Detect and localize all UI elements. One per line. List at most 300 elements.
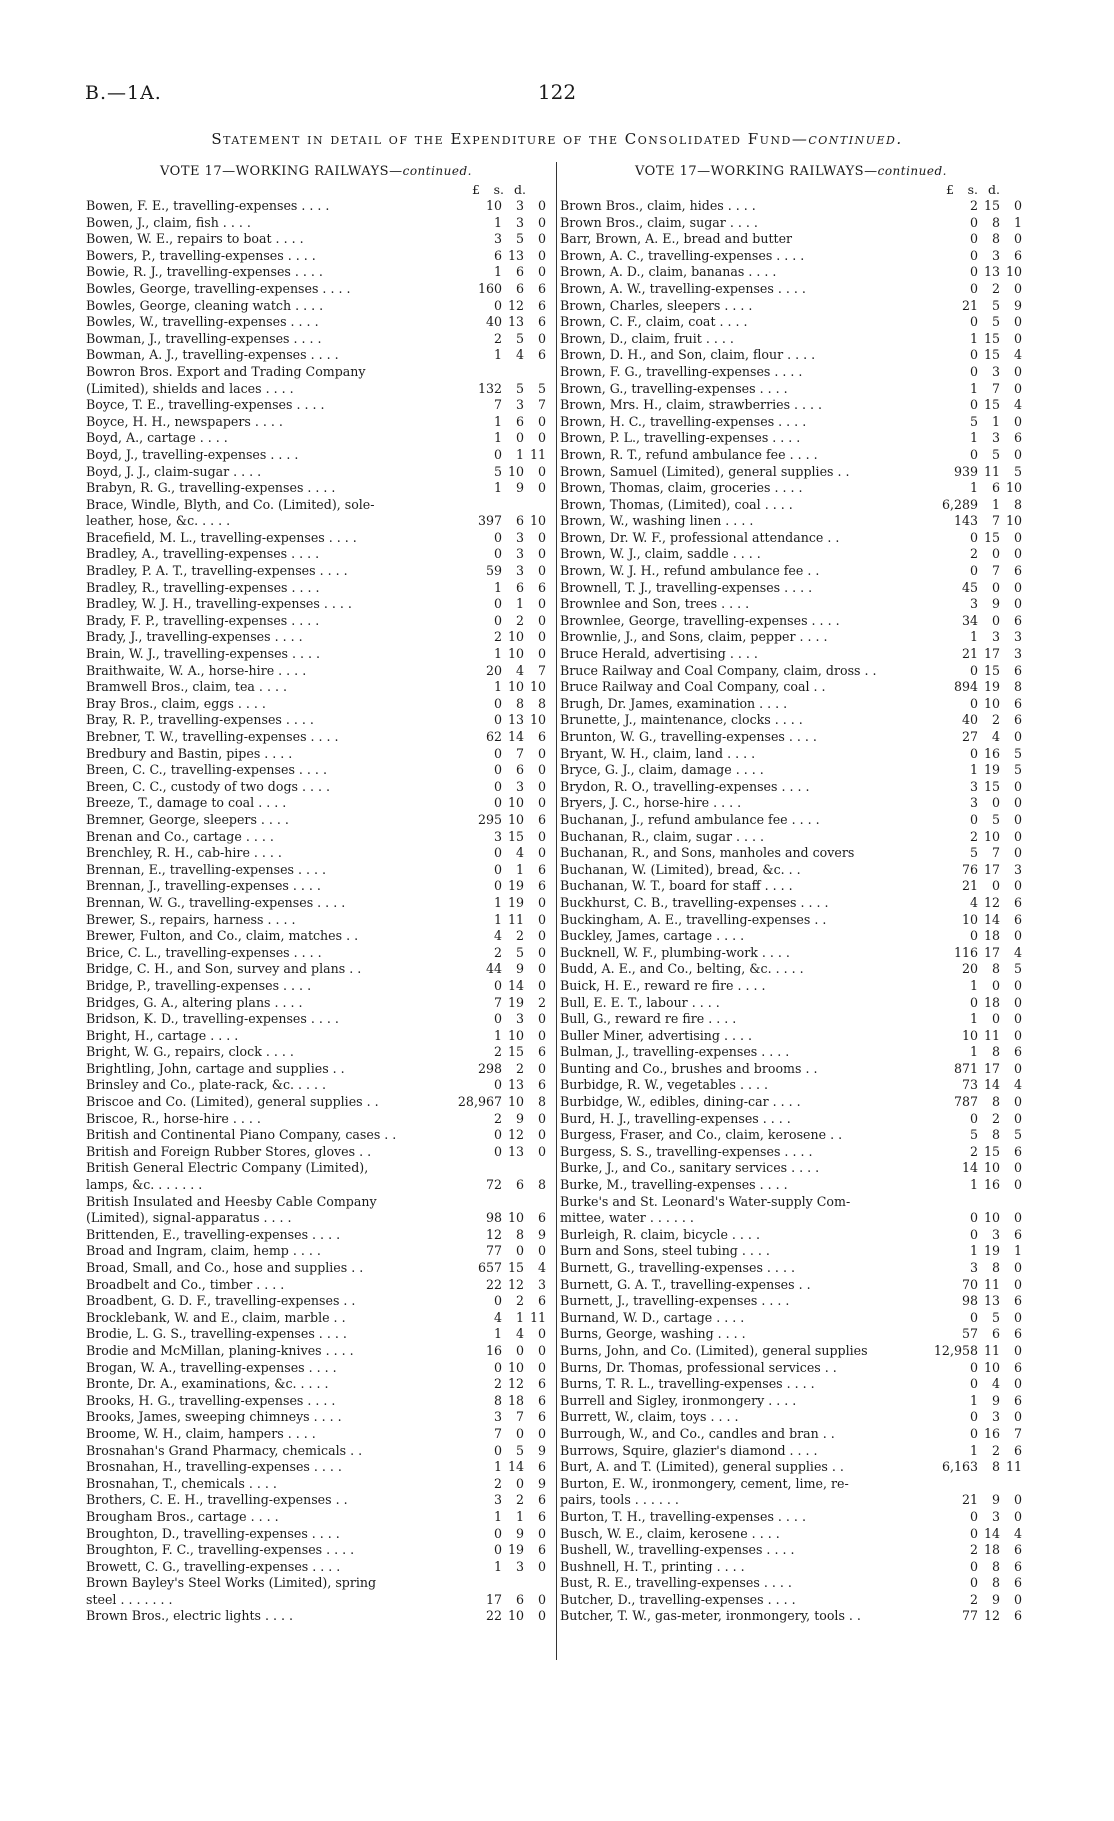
entry-pounds: 2 (493, 944, 502, 960)
entry-shillings: 12 (507, 297, 524, 313)
entry-pence: 0 (537, 1591, 546, 1607)
entry-pounds: 14 (961, 1160, 978, 1176)
entry-pounds: 3 (969, 1260, 978, 1275)
entry-description: Bryers, J. C., horse-hire . . . . (560, 795, 742, 811)
ledger-entry (86, 1376, 546, 1393)
entry-description: Brice, C. L., travelling-expenses . . . . (86, 944, 322, 960)
entry-description: Boyd, J. J., claim-sugar . . . . (86, 463, 262, 479)
ledger-entry (86, 546, 546, 563)
entry-pounds: 787 (953, 1094, 978, 1110)
entry-description: Brebner, T. W., travelling-expenses . . . . (86, 729, 339, 744)
ledger-entry (560, 298, 1022, 315)
ledger-entry (560, 945, 1022, 962)
entry-shillings: 0 (991, 795, 1000, 811)
ledger-entry (560, 1459, 1022, 1476)
entry-pence: 0 (1013, 1409, 1022, 1425)
entry-pounds: 0 (969, 811, 978, 827)
entry-pounds: 6 (493, 247, 502, 263)
entry-shillings: 8 (991, 1558, 1000, 1574)
entry-description: Brown Bayley's Steel Works (Limited), spring (86, 1575, 377, 1591)
entry-pounds: 1 (969, 1177, 978, 1193)
entry-pence: 0 (537, 911, 546, 927)
entry-pence: 0 (1013, 579, 1022, 595)
entry-pounds: 3 (969, 795, 978, 811)
entry-pence: 0 (537, 214, 546, 230)
entry-description: Brugh, Dr. James, examination . . . . (560, 695, 788, 711)
entry-pounds: 73 (961, 1077, 978, 1093)
ledger-entry (560, 712, 1022, 729)
entry-shillings: 5 (991, 446, 1000, 462)
entry-shillings: 5 (515, 380, 524, 396)
ledger-entry (86, 1343, 546, 1360)
shillings-label: s. (493, 182, 504, 197)
ledger-entry (86, 945, 546, 962)
entry-pence: 10 (1005, 480, 1022, 496)
entry-shillings: 19 (983, 1243, 1000, 1259)
entry-pounds: 1 (969, 380, 978, 396)
entry-pence: 0 (1013, 878, 1022, 894)
entry-pence: 11 (529, 446, 546, 462)
title-continued: continued. (808, 130, 903, 148)
entry-pence: 0 (537, 413, 546, 429)
entry-shillings: 5 (515, 330, 524, 346)
entry-shillings: 11 (983, 463, 1000, 479)
entry-list-right (560, 198, 1022, 1625)
entry-pounds: 2 (969, 1143, 978, 1159)
entry-pence: 0 (1013, 1591, 1022, 1607)
entry-pounds: 0 (969, 1575, 978, 1591)
entry-description: Burke, M., travelling-expenses . . . . (560, 1177, 788, 1193)
entry-description: Brown, A. W., travelling-expenses . . . . (560, 280, 806, 296)
entry-shillings: 15 (507, 828, 524, 844)
entry-pence: 11 (1005, 1459, 1022, 1475)
entry-shillings: 0 (515, 1342, 524, 1358)
entry-pence: 0 (537, 563, 546, 579)
entry-shillings: 18 (983, 994, 1000, 1010)
entry-description: mittee, water . . . . . . (560, 1210, 694, 1226)
entry-pence: 0 (537, 1326, 546, 1342)
entry-pence: 0 (537, 596, 546, 612)
entry-pence: 6 (537, 1392, 546, 1408)
entry-shillings: 5 (515, 231, 524, 247)
entry-pounds: 0 (969, 1110, 978, 1126)
entry-pence: 0 (537, 430, 546, 446)
entry-description: Broadbent, G. D. F., travelling-expenses . . (86, 1293, 356, 1309)
entry-pence: 1 (1013, 1243, 1022, 1259)
ledger-entry (560, 1393, 1022, 1410)
entry-pounds: 21 (961, 297, 978, 313)
entry-pence: 0 (1013, 795, 1022, 811)
entry-pounds: 2 (493, 629, 502, 645)
ledger-entry (560, 663, 1022, 680)
entry-description: Bridson, K. D., travelling-expenses . . . . (86, 1011, 339, 1027)
entry-pence: 6 (537, 1376, 546, 1392)
entry-description: Brothers, C. E. H., travelling-expenses . . (86, 1492, 348, 1508)
ledger-entry (560, 928, 1022, 945)
entry-pence: 0 (537, 629, 546, 645)
entry-pence: 0 (1013, 845, 1022, 861)
ledger-entry (560, 779, 1022, 796)
entry-pence: 0 (1013, 1492, 1022, 1508)
entry-pounds: 72 (485, 1177, 502, 1193)
entry-pence: 0 (1013, 1110, 1022, 1126)
entry-pounds: 1 (493, 413, 502, 429)
entry-pence: 0 (537, 546, 546, 562)
entry-pounds: 0 (969, 1376, 978, 1392)
ledger-entry (86, 1277, 546, 1294)
entry-pence: 2 (537, 994, 546, 1010)
entry-pence: 10 (1005, 264, 1022, 280)
entry-pence: 6 (1013, 911, 1022, 927)
entry-shillings: 17 (983, 1060, 1000, 1076)
right-column (560, 162, 1022, 1625)
entry-pence: 10 (529, 712, 546, 728)
entry-pence: 7 (1013, 1425, 1022, 1441)
entry-pence: 0 (1013, 1027, 1022, 1043)
entry-pounds: 657 (477, 1260, 502, 1275)
entry-pence: 0 (1013, 546, 1022, 562)
entry-pounds: 0 (969, 928, 978, 944)
entry-shillings: 13 (507, 1143, 524, 1159)
entry-pence: 10 (1005, 513, 1022, 529)
entry-description: Bramwell Bros., claim, tea . . . . (86, 679, 287, 695)
entry-shillings: 3 (515, 397, 524, 413)
entry-description: Bruce Railway and Coal Company, coal . . (560, 679, 826, 695)
ledger-entry (560, 729, 1022, 746)
entry-pence: 0 (537, 264, 546, 280)
entry-pounds: 2 (969, 1542, 978, 1558)
entry-pounds: 12,958 (933, 1342, 978, 1358)
ledger-entry (560, 912, 1022, 929)
entry-pounds: 397 (477, 513, 502, 529)
entry-pounds: 1 (493, 1027, 502, 1043)
entry-shillings: 10 (507, 1359, 524, 1375)
entry-shillings: 8 (991, 1044, 1000, 1060)
ledger-entry (86, 1011, 546, 1028)
ledger-entry (560, 1509, 1022, 1526)
ledger-entry (86, 1160, 546, 1177)
entry-shillings: 7 (991, 563, 1000, 579)
entry-pounds: 132 (477, 380, 502, 396)
entry-shillings: 14 (507, 729, 524, 744)
entry-description: Boyd, A., cartage . . . . (86, 430, 228, 446)
entry-description: Bowen, F. E., travelling-expenses . . . . (86, 198, 330, 213)
ledger-entry (86, 1227, 546, 1244)
entry-shillings: 5 (515, 1442, 524, 1458)
entry-pence: 6 (537, 1508, 546, 1524)
entry-shillings: 6 (515, 280, 524, 296)
entry-pence: 0 (537, 1143, 546, 1159)
entry-description: Bryant, W. H., claim, land . . . . (560, 745, 756, 761)
entry-pence: 6 (1013, 1558, 1022, 1574)
entry-description: Breeze, T., damage to coal . . . . (86, 795, 287, 811)
entry-description: Bowen, W. E., repairs to boat . . . . (86, 231, 304, 247)
entry-description: Bradley, R., travelling-expenses . . . . (86, 579, 320, 595)
ledger-entry (86, 1492, 546, 1509)
entry-description: Braithwaite, W. A., horse-hire . . . . (86, 662, 307, 678)
entry-pence: 0 (537, 894, 546, 910)
entry-shillings: 10 (507, 811, 524, 827)
entry-pence: 3 (1013, 629, 1022, 645)
ledger-entry (560, 1426, 1022, 1443)
ledger-entry (86, 248, 546, 265)
ledger-entry (86, 795, 546, 812)
entry-description: Brunton, W. G., travelling-expenses . . . . (560, 729, 817, 744)
entry-description: Burbidge, R. W., vegetables . . . . (560, 1077, 768, 1093)
entry-pounds: 0 (493, 1293, 502, 1309)
entry-pence: 6 (537, 1459, 546, 1475)
entry-pounds: 5 (969, 845, 978, 861)
entry-pence: 3 (1013, 646, 1022, 662)
entry-pence: 0 (537, 480, 546, 496)
entry-pounds: 1 (969, 1392, 978, 1408)
entry-pounds: 2 (969, 1591, 978, 1607)
entry-pence: 5 (1013, 961, 1022, 977)
entry-shillings: 4 (991, 729, 1000, 744)
entry-pounds: 7 (493, 397, 502, 413)
entry-pounds: 4 (969, 894, 978, 910)
entry-pence: 0 (537, 231, 546, 247)
entry-pence: 0 (537, 1425, 546, 1441)
ledger-entry (86, 497, 546, 514)
entry-shillings: 2 (515, 612, 524, 628)
entry-description: Brown, P. L., travelling-expenses . . . . (560, 430, 801, 446)
ledger-entry (86, 629, 546, 646)
entry-description: Brown, Mrs. H., claim, strawberries . . . . (560, 397, 823, 413)
entry-pounds: 0 (969, 363, 978, 379)
entry-description: Briscoe, R., horse-hire . . . . (86, 1110, 261, 1126)
entry-pounds: 160 (477, 280, 502, 296)
entry-pounds: 62 (485, 729, 502, 744)
entry-shillings: 3 (515, 563, 524, 579)
entry-pence: 6 (1013, 1392, 1022, 1408)
entry-shillings: 16 (983, 745, 1000, 761)
entry-pounds: 1 (969, 1243, 978, 1259)
entry-shillings: 2 (515, 1060, 524, 1076)
entry-pounds: 0 (969, 529, 978, 545)
ledger-entry (86, 563, 546, 580)
entry-shillings: 3 (515, 529, 524, 545)
ledger-entry (560, 281, 1022, 298)
entry-pounds: 1 (493, 430, 502, 446)
entry-description: Broughton, F. C., travelling-expenses . . . . (86, 1542, 355, 1558)
ledger-entry (560, 1127, 1022, 1144)
entry-pounds: 21 (961, 646, 978, 662)
entry-description: Bowron Bros. Export and Trading Company (86, 363, 366, 379)
entry-pence: 0 (537, 977, 546, 993)
entry-pounds: 0 (969, 563, 978, 579)
entry-pounds: 7 (493, 1425, 502, 1441)
entry-pounds: 57 (961, 1326, 978, 1342)
entry-pounds: 1 (969, 1442, 978, 1458)
page-number: 122 (537, 80, 577, 104)
ledger-entry (560, 198, 1022, 215)
entry-description: Bruce Herald, advertising . . . . (560, 646, 758, 662)
entry-pence: 0 (1013, 1342, 1022, 1358)
entry-pounds: 0 (969, 264, 978, 280)
entry-shillings: 16 (983, 1425, 1000, 1441)
entry-shillings: 12 (507, 1276, 524, 1292)
entry-pence: 0 (537, 944, 546, 960)
entry-pence: 0 (537, 646, 546, 662)
ledger-entry (560, 629, 1022, 646)
ledger-entry (560, 1160, 1022, 1177)
ledger-entry (86, 1194, 546, 1211)
ledger-entry (86, 1326, 546, 1343)
entry-pounds: 3 (969, 596, 978, 612)
entry-description: British and Continental Piano Company, cases . . (86, 1127, 397, 1143)
entry-pounds: 2 (493, 1044, 502, 1060)
entry-pounds: 20 (961, 961, 978, 977)
entry-shillings: 4 (515, 845, 524, 861)
entry-pence: 0 (1013, 1060, 1022, 1076)
entry-pounds: 27 (961, 729, 978, 744)
entry-pounds: 2 (969, 546, 978, 562)
ledger-entry (560, 430, 1022, 447)
ledger-entry (86, 978, 546, 995)
entry-pounds: 0 (969, 314, 978, 330)
entry-description: Burrett, W., claim, toys . . . . (560, 1409, 739, 1425)
entry-shillings: 8 (991, 1459, 1000, 1475)
ledger-entry (86, 613, 546, 630)
entry-shillings: 4 (515, 662, 524, 678)
ledger-entry (560, 762, 1022, 779)
ledger-entry (560, 264, 1022, 281)
entry-shillings: 8 (991, 1260, 1000, 1275)
entry-shillings: 10 (507, 646, 524, 662)
ledger-entry (560, 746, 1022, 763)
entry-pence: 0 (537, 1127, 546, 1143)
ledger-entry (86, 1077, 546, 1094)
entry-description: leather, hose, &c. . . . . (86, 513, 231, 529)
entry-pence: 6 (1013, 1359, 1022, 1375)
entry-description: Broughton, D., travelling-expenses . . . . (86, 1525, 340, 1541)
entry-pence: 6 (1013, 1143, 1022, 1159)
entry-pence: 5 (1013, 745, 1022, 761)
entry-description: Burn and Sons, steel tubing . . . . (560, 1243, 770, 1259)
entry-shillings: 4 (515, 347, 524, 363)
entry-pence: 9 (537, 1226, 546, 1242)
entry-description: Bushell, W., travelling-expenses . . . . (560, 1542, 795, 1558)
ledger-entry (86, 1393, 546, 1410)
entry-pence: 6 (537, 347, 546, 363)
entry-pounds: 1 (493, 1508, 502, 1524)
ledger-entry (86, 464, 546, 481)
entry-pounds: 0 (969, 397, 978, 413)
ledger-entry (86, 646, 546, 663)
entry-pounds: 1 (493, 894, 502, 910)
entry-shillings: 8 (991, 1094, 1000, 1110)
entry-description: Buckley, James, cartage . . . . (560, 928, 745, 944)
ledger-entry (86, 1260, 546, 1277)
ledger-entry (86, 580, 546, 597)
ledger-entry (560, 546, 1022, 563)
entry-shillings: 12 (507, 1127, 524, 1143)
entry-description: Buckhurst, C. B., travelling-expenses . . . . (560, 894, 829, 910)
entry-pence: 4 (537, 1260, 546, 1275)
entry-pounds: 116 (953, 944, 978, 960)
entry-pounds: 0 (493, 1525, 502, 1541)
entry-pounds: 0 (493, 546, 502, 562)
entry-pounds: 98 (961, 1293, 978, 1309)
entry-description: Burbidge, W., edibles, dining-car . . . . (560, 1094, 801, 1110)
entry-pounds: 4 (493, 928, 502, 944)
entry-shillings: 15 (983, 397, 1000, 413)
ledger-entry (560, 1227, 1022, 1244)
entry-pence: 6 (1013, 1226, 1022, 1242)
entry-shillings: 18 (983, 928, 1000, 944)
entry-pounds: 21 (961, 878, 978, 894)
entry-pounds: 17 (485, 1591, 502, 1607)
entry-description: Bowman, A. J., travelling-expenses . . . . (86, 347, 339, 363)
entry-description: Burnett, J., travelling-expenses . . . . (560, 1293, 790, 1309)
entry-description: Brennan, E., travelling-expenses . . . . (86, 861, 327, 877)
entry-description: Barr, Brown, A. E., bread and butter (560, 231, 793, 247)
entry-shillings: 3 (991, 363, 1000, 379)
entry-description: Bowers, P., travelling-expenses . . . . (86, 247, 316, 263)
ledger-entry (560, 1608, 1022, 1625)
entry-shillings: 10 (507, 1210, 524, 1226)
entry-description: Brittenden, E., travelling-expenses . . . . (86, 1226, 341, 1242)
entry-pence: 0 (1013, 280, 1022, 296)
entry-shillings: 9 (515, 1110, 524, 1126)
entry-pence: 0 (1013, 1276, 1022, 1292)
entry-description: Brown, Charles, sleepers . . . . (560, 297, 753, 313)
entry-description: Boyce, H. H., newspapers . . . . (86, 413, 283, 429)
ledger-entry (560, 1243, 1022, 1260)
ledger-entry (560, 862, 1022, 879)
entry-pounds: 70 (961, 1276, 978, 1292)
entry-pence: 0 (1013, 231, 1022, 247)
entry-shillings: 0 (991, 579, 1000, 595)
ledger-entry (560, 1061, 1022, 1078)
entry-description: Burns, T. R. L., travelling-expenses . . . . (560, 1376, 815, 1392)
entry-pounds: 3 (493, 1409, 502, 1425)
entry-shillings: 3 (991, 629, 1000, 645)
entry-description: Butcher, D., travelling-expenses . . . . (560, 1591, 796, 1607)
entry-pence: 0 (537, 928, 546, 944)
entry-pounds: 0 (493, 712, 502, 728)
ledger-entry (560, 314, 1022, 331)
entry-description: Burns, John, and Co. (Limited), general supplies (560, 1342, 868, 1358)
entry-pounds: 0 (493, 1359, 502, 1375)
ledger-entry (86, 215, 546, 232)
entry-pence: 6 (1013, 1044, 1022, 1060)
entry-pounds: 3 (493, 828, 502, 844)
entry-description: Bowles, George, cleaning watch . . . . (86, 297, 324, 313)
ledger-entry (86, 1293, 546, 1310)
entry-pounds: 0 (969, 1210, 978, 1226)
entry-description: Brown, H. C., travelling-expenses . . . . (560, 413, 807, 429)
entry-shillings: 3 (515, 1011, 524, 1027)
entry-shillings: 13 (983, 264, 1000, 280)
entry-pence: 10 (529, 513, 546, 529)
entry-pence: 8 (537, 695, 546, 711)
entry-pence: 5 (537, 380, 546, 396)
entry-description: Brown, W. J. H., refund ambulance fee . . (560, 563, 820, 579)
entry-pounds: 939 (953, 463, 978, 479)
entry-pence: 6 (1013, 1542, 1022, 1558)
entry-pence: 6 (537, 314, 546, 330)
ledger-entry (86, 347, 546, 364)
entry-pence: 6 (537, 1409, 546, 1425)
entry-description: Burnett, G., travelling-expenses . . . . (560, 1260, 795, 1275)
entry-shillings: 5 (991, 297, 1000, 313)
ledger-entry (86, 1426, 546, 1443)
entry-description: Bremner, George, sleepers . . . . (86, 811, 289, 827)
entry-pence: 0 (1013, 413, 1022, 429)
entry-shillings: 19 (507, 994, 524, 1010)
